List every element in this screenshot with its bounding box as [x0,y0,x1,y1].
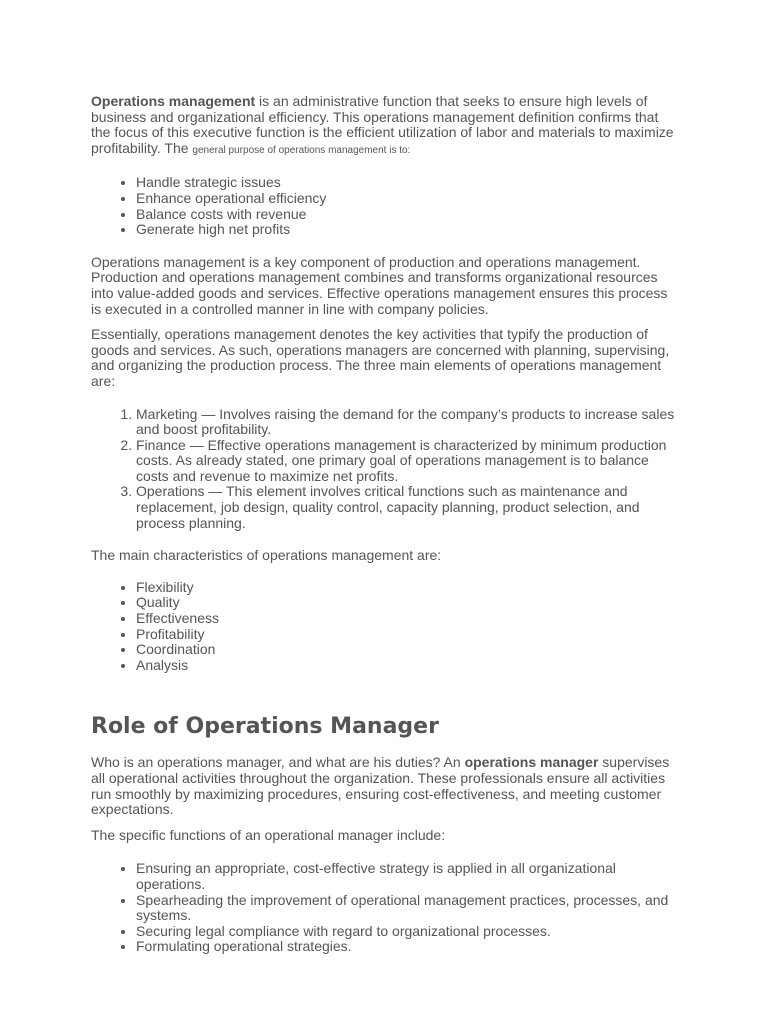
intro-text: is an administrative function that seeks to ensure high levels of business and organizational efficiency. This operations management definition confirms that the focus of this executive function is the efficient utilization of labor and materials to maximize profitability. The [91,93,674,156]
list-item: 2. Finance — Effective operations management is characterized by minimum production costs. As already stated, one primary goal of operations management is to balance costs and revenue to maximize net profits. [136,438,676,485]
list-item: 1. Marketing — Involves raising the demand for the company’s products to increase sales and boost profitability. [136,407,676,438]
role-text-before: Who is an operations manager, and what are his duties? An [91,754,465,771]
list-item: • Ensuring an appropriate, cost-effective strategy is applied in all organizational operations. [136,861,676,892]
list-item: • Enhance operational efficiency [136,191,676,207]
intro-bold-term: Operations management [91,93,256,109]
intro-paragraph [91,94,676,158]
role-paragraph [91,755,676,817]
role-text-after: supervises all operational activities throughout the organization. These professionals ensure all activities run smoothly by maximizing procedures, ensuring cost-effectiveness, and meeting customer expectations. [91,754,670,818]
essentially-paragraph: Essentially, operations management denotes the key activities that typify the production of goods and services. As such, operations managers are concerned with planning, supervising, and organizing the production process. The three main elements of operations management are: [91,326,670,389]
characteristics-list [91,580,676,674]
list-item: • Quality [136,595,676,611]
list-item: 3. Operations — This element involves critical functions such as maintenance and replacement, job design, quality control, capacity planning, product selection, and process planning. [136,484,676,531]
list-item: • Balance costs with revenue [136,207,676,223]
intro-small-text: general purpose of operations management is to: [192,144,411,156]
list-item: • Coordination [136,642,676,658]
purpose-list [91,175,676,237]
section-heading: Role of Operations Manager [91,714,439,740]
list-item: • Formulating operational strategies. [136,939,676,955]
functions-paragraph: The specific functions of an operational manager include: [91,826,446,843]
list-item: • Handle strategic issues [136,175,676,191]
role-bold-term: operations manager [464,754,599,771]
list-item: • Spearheading the improvement of operational management practices, processes, and systems. [136,893,676,924]
functions-list [91,861,676,955]
list-item: • Effectiveness [136,611,676,627]
component-paragraph: Operations management is a key component of production and operations management. Production and operations management combines and transforms organizational resources into value-added goods and services. Effective operations management ensures this process is executed in a controlled manner in line with company policies. [91,253,668,317]
list-item: • Analysis [136,658,676,674]
list-item: • Generate high net profits [136,222,676,238]
list-item: • Securing legal compliance with regard to organizational processes. [136,924,676,940]
list-item: • Profitability [136,627,676,643]
list-item: • Flexibility [136,580,676,596]
elements-list [91,407,676,532]
characteristics-paragraph: The main characteristics of operations management are: [91,547,442,564]
